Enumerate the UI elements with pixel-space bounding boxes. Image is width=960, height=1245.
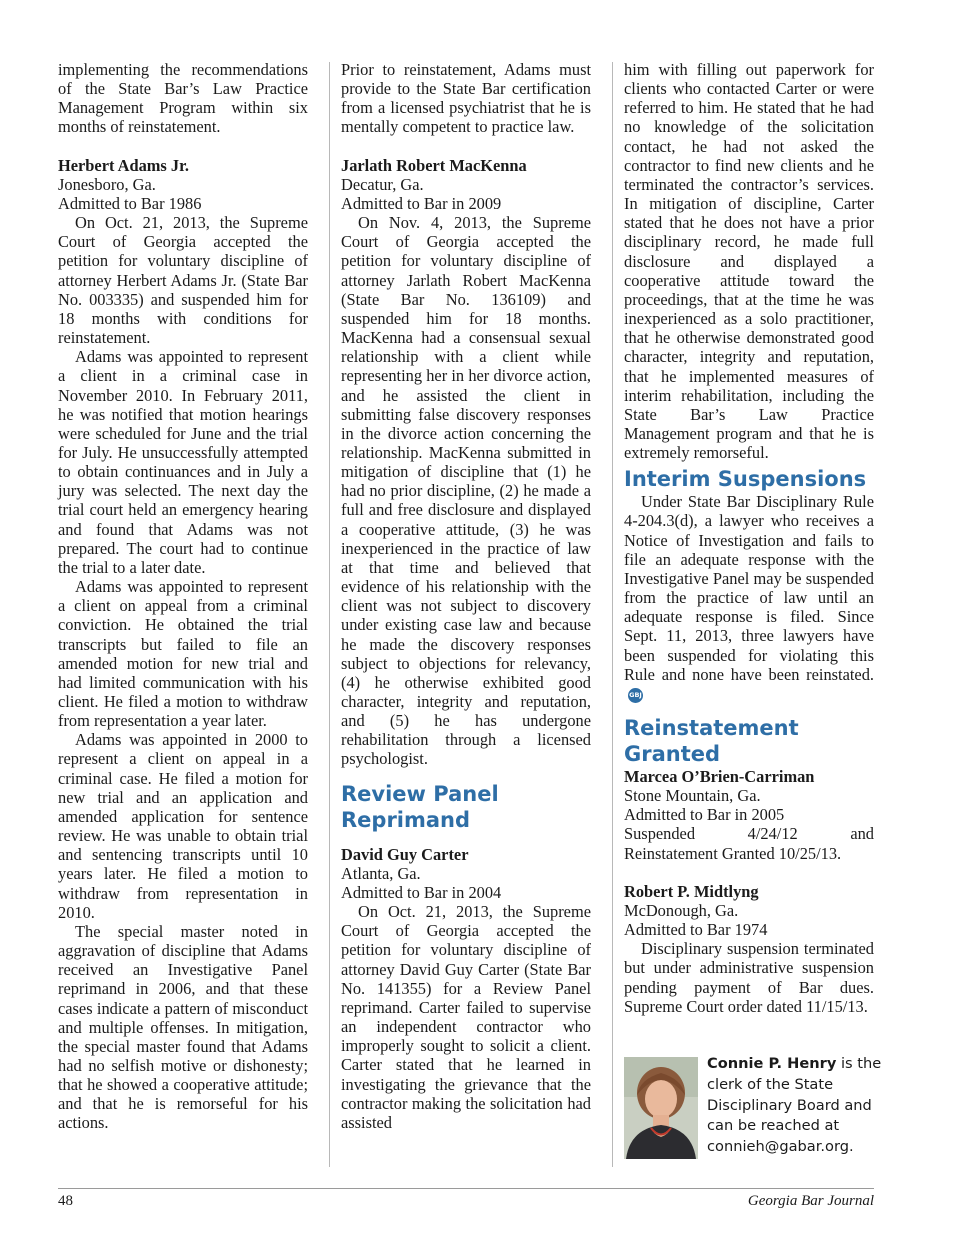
- gbj-end-mark-icon: GBJ: [628, 688, 643, 703]
- attorney-name: Herbert Adams Jr.: [58, 155, 189, 175]
- column-3: [624, 60, 874, 1016]
- attorney-city: Decatur, Ga.: [341, 174, 424, 194]
- paragraph-text: Under State Bar Disciplinary Rule 4-204.3(d), a lawyer who receives a Notice of Investigation and fails to file an adequate response with the Investigative Panel may be suspended from the practice of law until an adequate response is filed. Since Sept. 11, 2013, three lawyers have been suspended for violating this Rule and none have been reinstated.: [624, 492, 874, 684]
- attorney-admitted: Admitted to Bar in 2009: [341, 193, 502, 213]
- journal-title: Georgia Bar Journal: [747, 1193, 874, 1209]
- page-number: 48: [58, 1193, 73, 1209]
- author-portrait-icon: [624, 1057, 698, 1159]
- paragraph: Adams was appointed in 2000 to represent a client on appeal in a criminal case. He filed a motion for new trial and an application and amended application for sentence review. He was unable to obtain trial and sentencing transcripts until 10 years later. He filed a motion to withdraw from representation in 2010.: [58, 730, 308, 922]
- reinstatement-status: Suspended 4/24/12 and Reinstatement Granted 10/25/13.: [624, 824, 874, 863]
- column-divider: [329, 62, 330, 1167]
- author-bio-text: is the clerk of the State Disciplinary Board and can be reached at connieh@gabar.org.: [707, 1055, 882, 1156]
- section-heading: Interim Suspensions: [624, 467, 867, 492]
- attorney-city: Stone Mountain, Ga.: [624, 786, 761, 806]
- paragraph: implementing the recommendations of the State Bar’s Law Practice Management Program within six months of reinstatement.: [58, 60, 308, 137]
- attorney-name: Marcea O’Brien-Carriman: [624, 767, 815, 786]
- paragraph: Prior to reinstatement, Adams must provide to the State Bar certification from a licensed psychiatrist that he is mentally competent to practice law.: [341, 60, 591, 137]
- author-bio: [707, 1054, 882, 1158]
- section-heading: Review Panel Reprimand: [341, 781, 499, 832]
- attorney-city: Atlanta, Ga.: [341, 863, 421, 883]
- attorney-city: Jonesboro, Ga.: [58, 174, 156, 194]
- paragraph: On Oct. 21, 2013, the Supreme Court of Georgia accepted the petition for voluntary discipline of attorney David Guy Carter (State Bar No. 141355) for a Review Panel reprimand. Carter failed to supervise an independent contractor who improperly sought to solicit a client. Carter stated that he learned in investigating the grievance that the contractor making the solicitation had assisted: [341, 902, 591, 1132]
- paragraph: Adams was appointed to represent a client on appeal from a criminal conviction. He obtained the trial transcripts but failed to file an amended motion for new trial and had limited communication with his client. He filed a motion to withdraw from representation a year later.: [58, 577, 308, 731]
- attorney-admitted: Admitted to Bar 1986: [58, 193, 202, 213]
- attorney-admitted: Admitted to Bar in 2004: [341, 882, 502, 902]
- column-2: [341, 60, 591, 1132]
- paragraph: The special master noted in aggravation of discipline that Adams received an Investigative Panel reprimand in 2006, and that these cases indicate a pattern of misconduct and multiple offenses. In mitigation, the special master found that Adams had no selfish motive or dishonesty; that he showed a cooperative attitude; and that he is remorseful for his actions.: [58, 921, 308, 1133]
- footer-rule: [58, 1188, 874, 1189]
- attorney-admitted: Admitted to Bar 1974: [624, 920, 768, 940]
- attorney-admitted: Admitted to Bar in 2005: [624, 805, 785, 825]
- attorney-name: David Guy Carter: [341, 844, 469, 864]
- paragraph: On Oct. 21, 2013, the Supreme Court of Georgia accepted the petition for voluntary discipline of attorney Herbert Adams Jr. (State Bar No. 003335) and suspended him for 18 months with conditions for reinstatement.: [58, 213, 308, 348]
- paragraph: On Nov. 4, 2013, the Supreme Court of Georgia accepted the petition for voluntary discipline of attorney Jarlath Robert MacKenna (State Bar No. 136109) and suspended him for 18 months. MacKenna had a consensual sexual relationship with a client while representing her in her divorce action, and he assisted the client in submitting false discovery responses in the divorce action concerning the relationship. MacKenna submitted in mitigation of discipline that (1) he had no prior discipline, (2) he made a full and free disclosure and displayed a cooperative attitude, (3) he was inexperienced in the practice of law at that time and believed that evidence of his relationship with the client was not subject to discovery under existing case law and because he made the discovery responses subject to objections for relevancy, (4) he otherwise exhibited good character, integrity and reputation, and (5) he has undergone rehabilitation through a licensed psychologist.: [341, 213, 591, 769]
- author-name: Connie P. Henry: [707, 1055, 837, 1072]
- column-1: [58, 60, 308, 1133]
- attorney-name: Jarlath Robert MacKenna: [341, 155, 527, 175]
- attorney-name: Robert P. Midtlyng: [624, 881, 759, 901]
- paragraph: him with filling out paperwork for clients who contacted Carter or were referred to him. He stated that he had no knowledge of the solicitation contact, he had not asked the contractor to find new clients and he terminated the contractor’s services. In mitigation of discipline, Carter stated that he does not have a prior disciplinary record, he made full disclosure and displayed a cooperative attitude toward the proceedings, that at the time he was inexperienced as a solo practitioner, that he otherwise demonstrated good character, integrity and reputation, that he implemented measures of interim rehabilitation, including the State Bar’s Law Practice Management program and that he is extremely remorseful.: [624, 60, 874, 463]
- paragraph: [624, 492, 874, 703]
- section-heading: Reinstatement Granted: [624, 716, 799, 766]
- attorney-city: McDonough, Ga.: [624, 900, 739, 920]
- paragraph: Disciplinary suspension terminated but under administrative suspension pending payment of Bar dues. Supreme Court order dated 11/15/13.: [624, 939, 874, 1016]
- author-photo: [624, 1057, 698, 1159]
- paragraph: Adams was appointed to represent a client in a criminal case in November 2010. In February 2011, he was notified that motion hearings were scheduled for June and the trial for July. He unsuccessfully attempted to obtain continuances and in July a jury was selected. The next day the trial court held an emergency hearing and found that Adams was not prepared. The court had to continue the trial to a later date.: [58, 347, 308, 577]
- column-divider: [612, 62, 613, 1167]
